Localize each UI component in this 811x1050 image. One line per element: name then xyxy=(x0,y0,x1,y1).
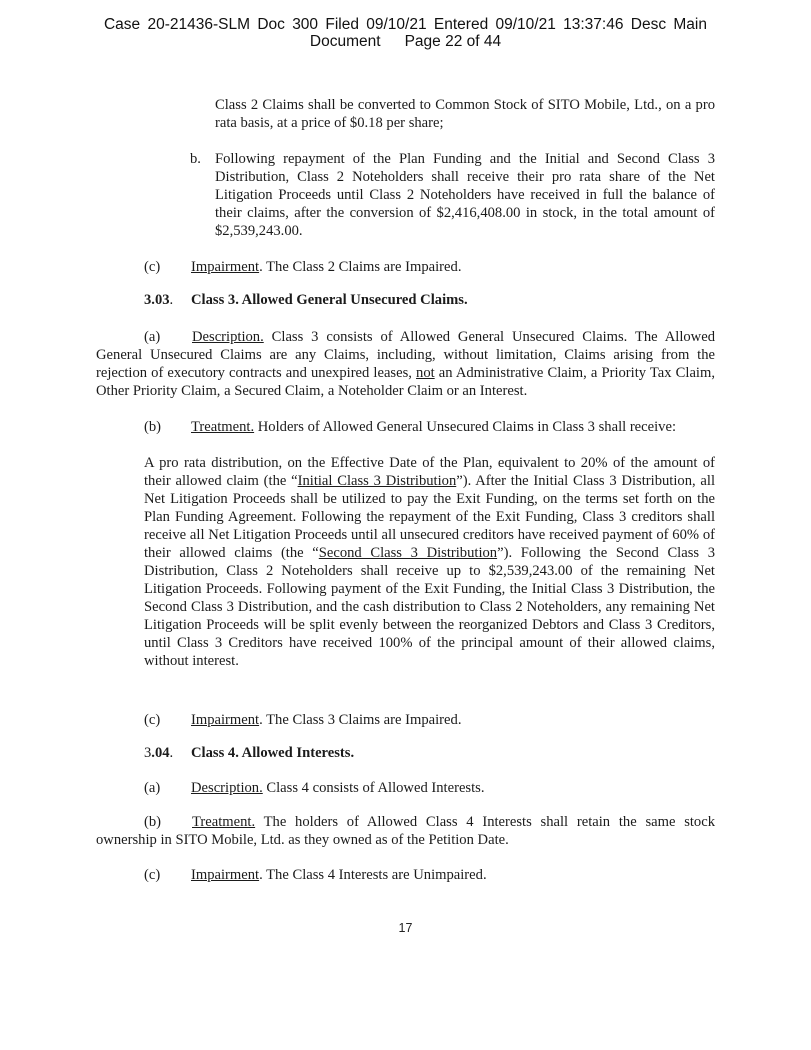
document-label: Document xyxy=(309,33,381,50)
class3-treatment: Treatment. Holders of Allowed General Unsecured Claims in Class 3 shall receive: xyxy=(191,419,677,435)
case-header: Case 20-21436-SLM Doc 300 Filed 09/10/21 Entered 09/10/21 13:37:46 Desc Main xyxy=(103,16,707,33)
class4-treatment-heading: Treatment. xyxy=(192,814,256,830)
class2-impairment-heading: Impairment xyxy=(191,259,260,275)
section-3-03-number: 3.03. xyxy=(144,292,174,308)
class4-impairment-label: (c) xyxy=(144,867,161,883)
class4-impairment-heading: Impairment xyxy=(191,867,260,883)
class4-description: Description. Class 4 consists of Allowed Interests. xyxy=(191,780,485,796)
class2-impairment-label: (c) xyxy=(144,259,161,275)
page-number: 17 xyxy=(398,921,413,935)
class4-description-label: (a) xyxy=(144,780,161,796)
class4-treatment: (b) Treatment. The holders of Allowed Class 4 Interests shall retain the same stock ownership in SITO Mobile, Ltd. as they owned as of the Petition Date. xyxy=(96,814,715,848)
class2-impairment xyxy=(191,258,721,276)
class3-description-label: (a) xyxy=(144,329,161,345)
initial-class3-distribution-term: Initial Class 3 Distribution xyxy=(297,473,457,489)
class2-item-b-label: b. xyxy=(190,151,201,167)
class2-item-b-text: Following repayment of the Plan Funding and the Initial and Second Class 3 Distribution, Class 2 Noteholders shall receive their pro rata share of the Net Litigation Proceeds until Class 2 Noteholders have received in full the balance of their claims, after the conversion of $2,416,408.00 in stock, in the total amount of $2,539,243.00. xyxy=(215,151,715,239)
class4-impairment: Impairment. The Class 4 Interests are Unimpaired. xyxy=(191,867,487,883)
class2-impairment-text: . The Class 2 Claims are Impaired. xyxy=(259,259,462,275)
class3-treatment-heading: Treatment. xyxy=(191,419,255,435)
class3-impairment-heading: Impairment xyxy=(191,712,260,728)
section-3-04-number: 3.04. xyxy=(144,745,174,761)
section-3-03-title: Class 3. Allowed General Unsecured Claims. xyxy=(191,292,468,308)
class3-description: (a) Description. Class 3 consists of Allowed General Unsecured Claims. The Allowed General Unsecured Claims are any Claims, including, without limitation, Claims arising from the rejection of executory contracts and unexpired leases, not an Administrative Claim, a Priority Tax Claim, Other Priority Claim, a Secured Claim, a Noteholder Claim or an Interest. xyxy=(96,329,715,399)
class4-description-heading: Description. xyxy=(191,780,263,796)
document-page-header xyxy=(0,33,811,50)
not-emphasis: not xyxy=(416,365,435,381)
class3-distribution-text: A pro rata distribution, on the Effective Date of the Plan, equivalent to 20% of the amount of their allowed claim (the “Initial Class 3 Distribution”). After the Initial Class 3 Distribution, all Net Litigation Proceeds shall be utilized to pay the Exit Funding, on the terms set forth on the Plan Funding Agreement. Following the repayment of the Exit Funding, Class 3 creditors shall receive all Net Litigation Proceeds until all unsecured creditors have received payment of 60% of their allowed claims (the “Second Class 3 Distribution”). Following the Second Class 3 Distribution, Class 2 Noteholders shall receive up to $2,539,243.00 of the remaining Net Litigation Proceeds. Following payment of the Exit Funding, the Initial Class 3 Distribution, the Second Class 3 Distribution, and the cash distribution to Class 2 Noteholders, any remaining Net Litigation Proceeds will be split evenly between the reorganized Debtors and Class 3 Creditors, until Class 3 Creditors have received 100% of the principal amount of their allowed claims, without interest. xyxy=(144,455,716,669)
class3-description-heading: Description. xyxy=(192,329,264,345)
class2-conversion-text: Class 2 Claims shall be converted to Common Stock of SITO Mobile, Ltd., on a pro rata basis, at a price of $0.18 per share; xyxy=(215,97,715,131)
class3-treatment-label: (b) xyxy=(144,419,162,435)
class3-impairment: Impairment. The Class 3 Claims are Impaired. xyxy=(191,712,462,728)
class3-impairment-label: (c) xyxy=(144,712,161,728)
page-indicator: Page 22 of 44 xyxy=(404,33,502,50)
section-3-04-title: Class 4. Allowed Interests. xyxy=(191,745,355,761)
second-class3-distribution-term: Second Class 3 Distribution xyxy=(318,545,498,561)
class4-treatment-label: (b) xyxy=(144,814,162,830)
